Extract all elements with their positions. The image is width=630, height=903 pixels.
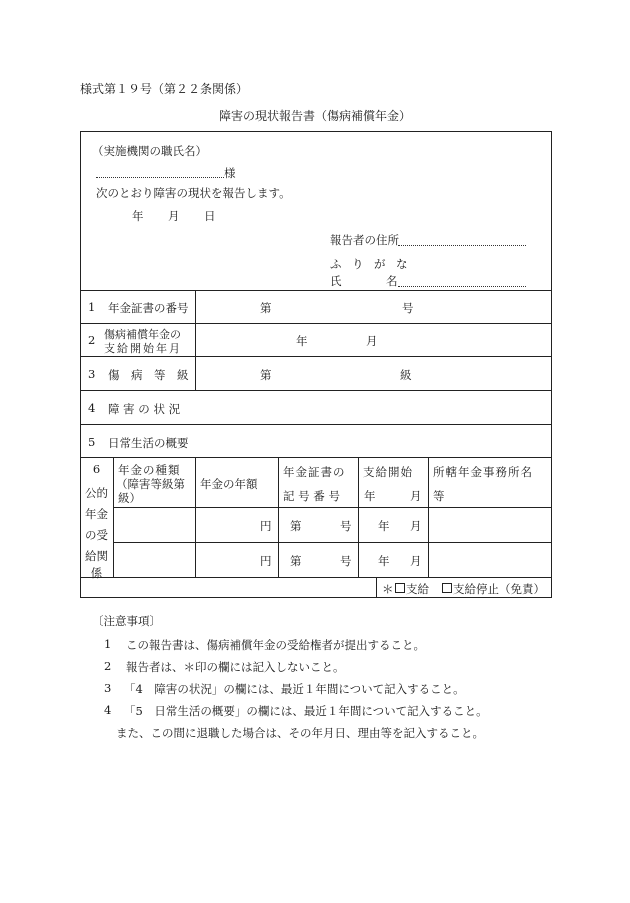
- pension-col-divider: [278, 457, 279, 577]
- date-month-label: 月: [168, 209, 180, 223]
- entry2-yen: 円: [260, 554, 272, 568]
- entry2-month: 月: [410, 554, 422, 568]
- checkbox-payment[interactable]: [395, 583, 405, 593]
- pension-side-label-3: 年金: [85, 507, 108, 521]
- row-divider: [80, 356, 552, 357]
- header-cert-line2: 記 号 番 号: [283, 489, 340, 503]
- document-title: 障害の現状報告書（傷病補償年金）: [218, 109, 411, 123]
- furigana-ga: が: [374, 257, 386, 271]
- row1-number: 1: [88, 300, 96, 314]
- row3-label: 傷 病 等 級: [108, 368, 189, 382]
- header-kind-line2: （障害等級第: [116, 477, 185, 491]
- institution-name-line[interactable]: [96, 177, 224, 178]
- entry2-go: 号: [340, 554, 352, 568]
- status-mark: ＊: [382, 582, 394, 596]
- row1-label: 年金証書の番号: [108, 301, 189, 315]
- pension-side-divider: [113, 457, 114, 577]
- entry2-dai: 第: [290, 554, 302, 568]
- row2-month: 月: [366, 334, 378, 348]
- row-divider: [80, 290, 552, 291]
- row3-number: 3: [88, 367, 96, 381]
- checkbox-suspension[interactable]: [442, 583, 452, 593]
- row3-dai: 第: [260, 368, 272, 382]
- status-opt2: 支給停止（免責）: [453, 582, 545, 596]
- furigana-ri: り: [352, 257, 364, 271]
- date-day-label: 日: [204, 209, 216, 223]
- header-start-line1: 支給開始: [363, 465, 413, 479]
- note1-text: この報告書は、傷病補償年金の受給権者が提出すること。: [126, 638, 425, 652]
- pension-col-divider: [195, 457, 196, 577]
- entry1-year: 年: [378, 519, 390, 533]
- row5-label: 日常生活の概要: [108, 436, 189, 450]
- pension-side-label-2: 公的: [85, 486, 108, 500]
- note3-text: 「4 障害の状況」の欄には、最近１年間について記入すること。: [124, 682, 465, 696]
- row4-number: 4: [88, 401, 96, 415]
- header-start-year: 年: [364, 489, 376, 503]
- row-divider: [80, 424, 552, 425]
- notes-heading: 〔注意事項〕: [92, 614, 161, 628]
- note4-number: 4: [104, 703, 112, 717]
- entry1-go: 号: [340, 519, 352, 533]
- institution-label: （実施機関の職氏名）: [92, 144, 207, 158]
- header-kind-line1: 年金の種類: [118, 463, 181, 477]
- row-divider: [80, 457, 552, 458]
- pension-side-label-5: 給関: [85, 549, 108, 563]
- reporter-name-line[interactable]: [398, 286, 526, 287]
- status-opt1: 支給: [406, 582, 429, 596]
- reporter-address-line[interactable]: [398, 245, 526, 246]
- honorific: 様: [224, 166, 236, 180]
- pension-bottom-line: [80, 577, 376, 578]
- row1-dai: 第: [260, 301, 272, 315]
- note4-text: 「5 日常生活の概要」の欄には、最近１年間について記入すること。: [124, 704, 488, 718]
- header-office-line1: 所轄年金事務所名: [433, 465, 533, 479]
- row2-year: 年: [296, 334, 308, 348]
- pension-header-divider: [113, 507, 552, 508]
- note2-number: 2: [104, 659, 112, 673]
- row-divider: [80, 390, 552, 391]
- header-kind-line3: 級）: [118, 491, 141, 505]
- entry1-month: 月: [410, 519, 422, 533]
- row1-go: 号: [402, 301, 414, 315]
- pension-row-divider: [113, 542, 552, 543]
- label-column-divider: [195, 290, 196, 390]
- pension-side-label-4: の受: [85, 528, 108, 542]
- furigana-fu: ふ: [330, 257, 342, 271]
- note3-number: 3: [104, 681, 112, 695]
- entry2-year: 年: [378, 554, 390, 568]
- note1-number: 1: [104, 637, 112, 651]
- header-start-month: 月: [410, 489, 422, 503]
- row-divider: [80, 323, 552, 324]
- reporter-address-label: 報告者の住所: [330, 233, 399, 247]
- row4-label: 障 害 の 状 況: [108, 402, 181, 416]
- name-label-2: 名: [386, 274, 398, 288]
- report-form-frame: [80, 131, 552, 598]
- note4-continuation: また、この間に退職した場合は、その年月日、理由等を記入すること。: [116, 726, 484, 740]
- header-cert-line1: 年金証書の: [283, 465, 346, 479]
- header-office-line2: 等: [433, 489, 445, 503]
- entry1-yen: 円: [260, 519, 272, 533]
- row3-kyu: 級: [400, 368, 412, 382]
- furigana-na: な: [396, 257, 408, 271]
- pension-side-label-1: 6: [92, 462, 101, 476]
- note2-text: 報告者は、＊印の欄には記入しないこと。: [126, 660, 345, 674]
- row2-number: 2: [88, 333, 96, 347]
- entry1-dai: 第: [290, 519, 302, 533]
- row2-label-line2: 支給開始年月: [104, 342, 182, 355]
- pension-col-divider: [428, 457, 429, 577]
- row5-number: 5: [88, 435, 96, 449]
- row2-label-line1: 傷病補償年金の: [104, 328, 181, 341]
- pension-col-divider: [358, 457, 359, 577]
- form-number: 様式第１９号（第２２条関係）: [80, 82, 249, 96]
- header-amount: 年金の年額: [200, 477, 258, 491]
- date-year-label: 年: [132, 209, 144, 223]
- name-label-1: 氏: [330, 274, 342, 288]
- pension-side-label-6: 係: [90, 566, 103, 580]
- report-statement: 次のとおり障害の現状を報告します。: [96, 186, 291, 200]
